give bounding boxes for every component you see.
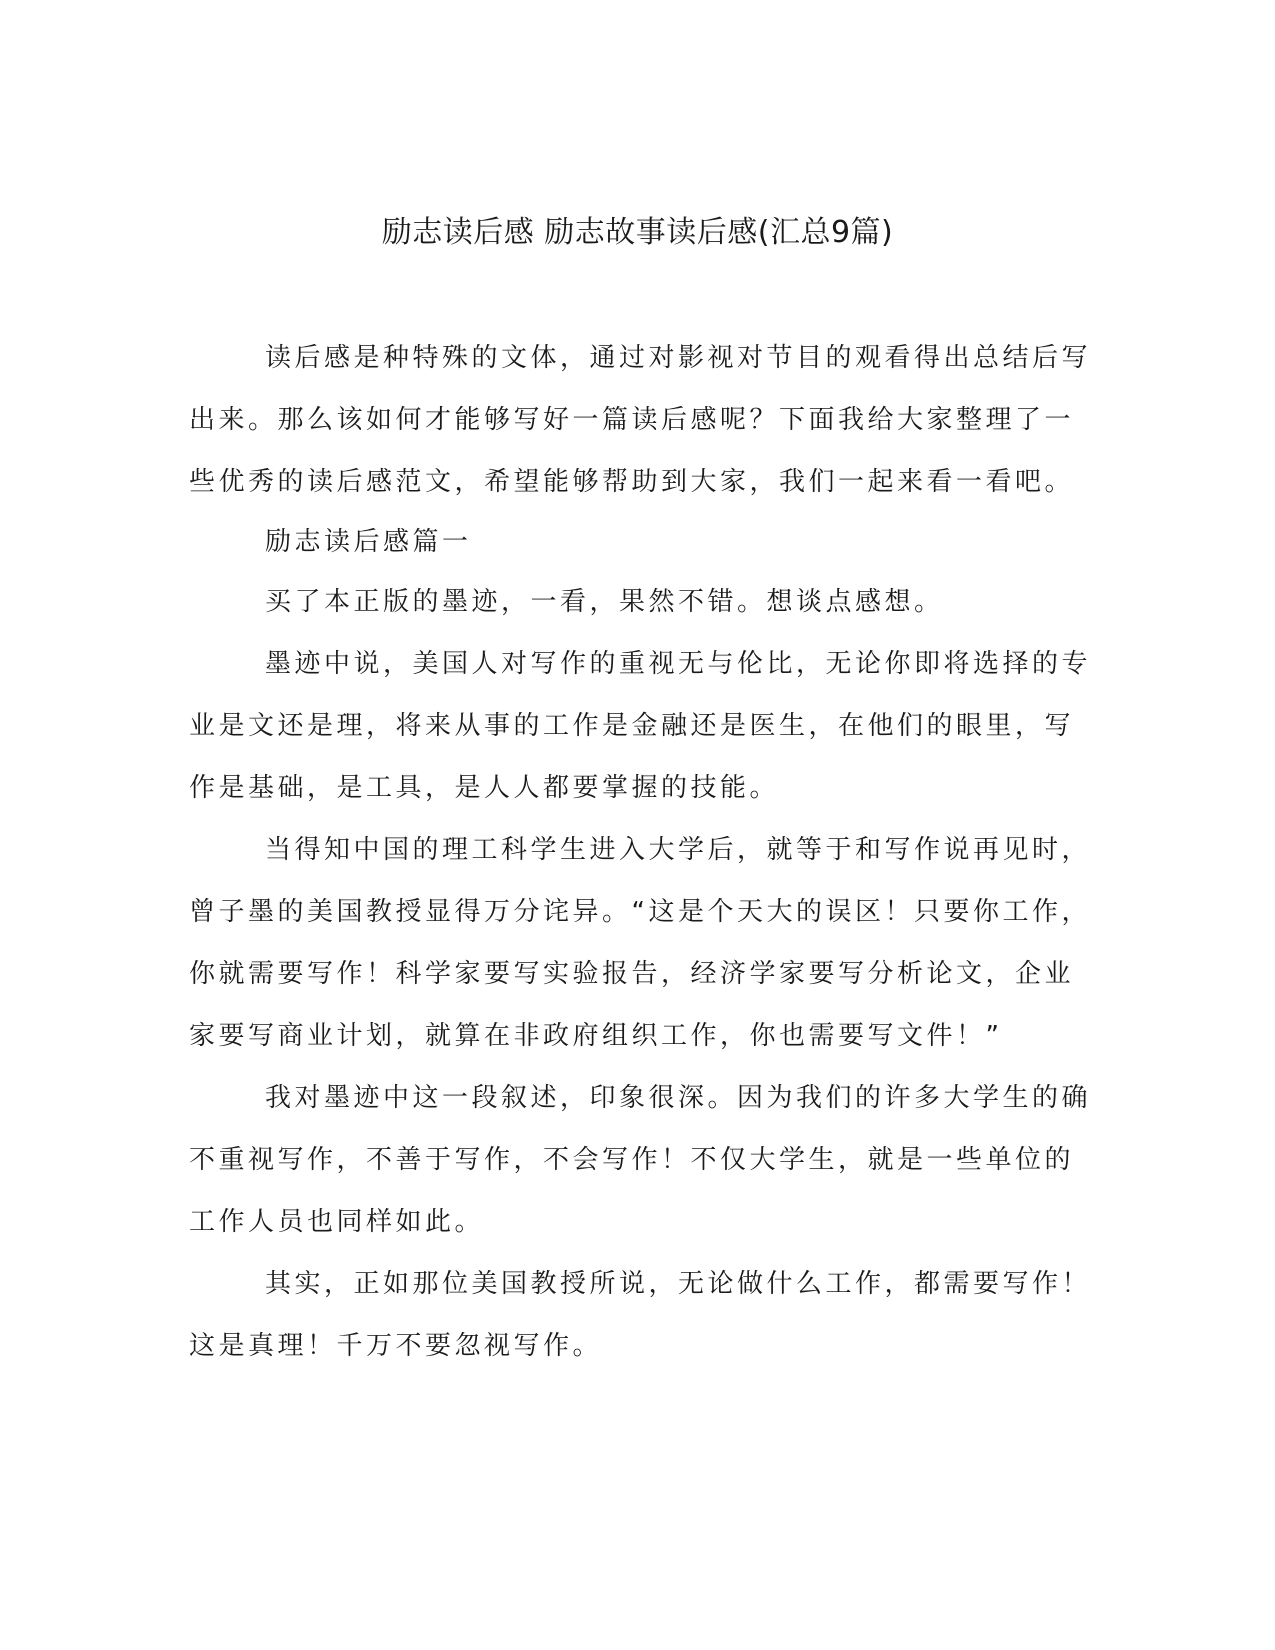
text-line: 买了本正版的墨迹，一看，果然不错。想谈点感想。	[265, 587, 944, 617]
text-line: 不重视写作，不善于写作，不会写作！不仅大学生，就是一些单位的	[189, 1145, 1075, 1175]
text-line: 当得知中国的理工科学生进入大学后，就等于和写作说再见时，	[265, 835, 1092, 865]
paragraph	[189, 1253, 1092, 1377]
document-title: 励志读后感 励志故事读后感(汇总9篇)	[381, 215, 894, 250]
text-line: 业是文还是理，将来从事的工作是金融还是医生，在他们的眼里，写	[189, 711, 1075, 741]
text-line: 作是基础，是工具，是人人都要掌握的技能。	[189, 773, 780, 803]
paragraph	[189, 819, 1092, 1067]
paragraph	[189, 633, 1092, 819]
text-line: 些优秀的读后感范文，希望能够帮助到大家，我们一起来看一看吧。	[189, 467, 1075, 497]
text-line: 励志读后感篇一	[265, 527, 472, 557]
document-body	[189, 327, 1092, 1377]
text-line: 墨迹中说，美国人对写作的重视无与伦比，无论你即将选择的专	[265, 649, 1092, 679]
text-line: 曾子墨的美国教授显得万分诧异。“这是个天大的误区！只要你工作，	[189, 897, 1091, 927]
text-line: 家要写商业计划，就算在非政府组织工作，你也需要写文件！”	[189, 1021, 1003, 1051]
text-line: 我对墨迹中这一段叙述，印象很深。因为我们的许多大学生的确	[265, 1083, 1092, 1113]
text-line: 其实，正如那位美国教授所说，无论做什么工作，都需要写作！	[265, 1269, 1092, 1299]
text-line: 工作人员也同样如此。	[189, 1207, 485, 1237]
text-line: 这是真理！千万不要忽视写作。	[189, 1331, 603, 1361]
section-heading	[189, 513, 1084, 571]
text-line: 出来。那么该如何才能够写好一篇读后感呢？下面我给大家整理了一	[189, 405, 1075, 435]
text-line: 读后感是种特殊的文体，通过对影视对节目的观看得出总结后写	[265, 343, 1092, 373]
paragraph	[189, 1067, 1092, 1253]
paragraph-intro	[189, 327, 1092, 513]
text-line: 你就需要写作！科学家要写实验报告，经济学家要写分析论文，企业	[189, 959, 1075, 989]
paragraph	[189, 571, 1084, 633]
